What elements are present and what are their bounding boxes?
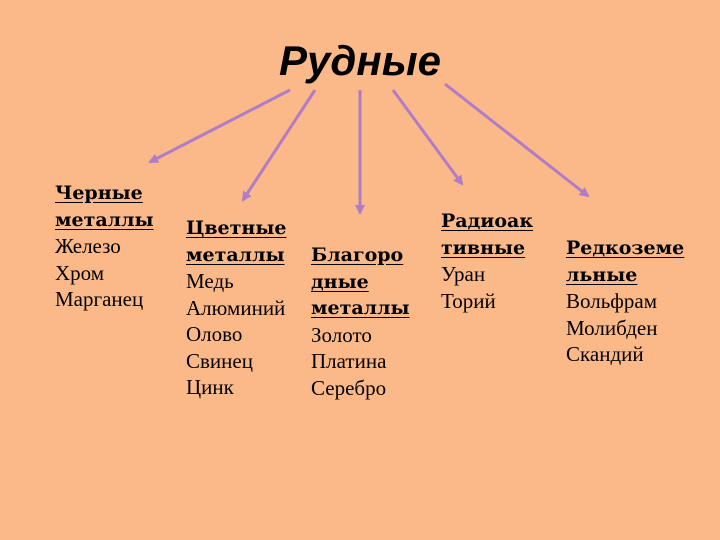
group-heading: Редкоземе льные (566, 237, 685, 286)
group-item: Молибден (566, 315, 658, 340)
arrow-to-rare-earth (445, 84, 588, 196)
group-item: Платина (311, 349, 387, 373)
group-item: Свинец (186, 348, 253, 373)
arrow-to-black-metals (150, 90, 290, 162)
group-item: Медь (186, 269, 234, 293)
group-item: Скандий (566, 342, 644, 366)
group-item: Вольфрам (566, 289, 658, 313)
group-item: Алюминий (186, 295, 286, 320)
group-heading: Радиоак тивные (441, 210, 534, 259)
group-nonferrous-metals (186, 215, 286, 401)
group-black-metals (55, 180, 154, 313)
group-item: Марганец (55, 287, 144, 311)
group-item: Торий (441, 288, 496, 313)
group-item: Золото (311, 322, 372, 347)
group-radioactive (441, 208, 533, 314)
group-item: Олово (186, 322, 243, 346)
group-heading: Черные металлы (55, 182, 154, 231)
group-item: Цинк (186, 375, 234, 399)
group-heading: Благоро дные металлы (311, 244, 410, 319)
group-heading: Цветные металлы (186, 217, 287, 266)
group-item: Железо (55, 234, 121, 258)
group-item: Уран (441, 262, 486, 286)
arrow-to-radioactive (393, 90, 462, 184)
group-noble-metals (311, 242, 410, 401)
diagram-title: Рудные (279, 37, 441, 84)
arrow-to-nonferrous-metals (243, 90, 315, 200)
group-rare-earth (566, 235, 684, 368)
group-item: Хром (55, 260, 105, 285)
group-item: Серебро (311, 375, 387, 400)
